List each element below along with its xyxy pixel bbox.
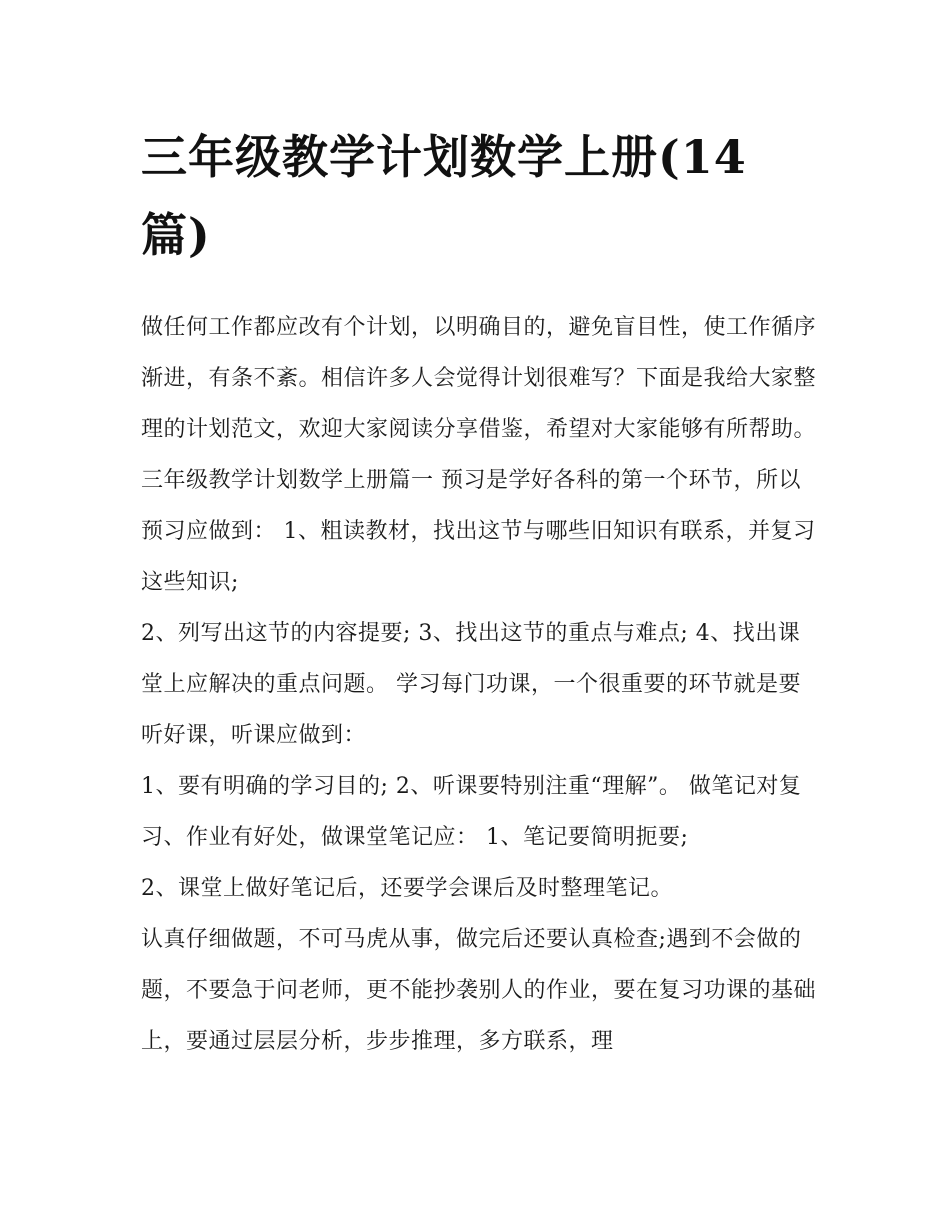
body-paragraph: 1、要有明确的学习目的; 2、听课要特别注重“理解”。 做笔记对复习、作业有好处，做课堂笔记应： 1、笔记要简明扼要; <box>141 774 802 850</box>
document-page <box>141 118 816 1067</box>
body-paragraph: 三年级教学计划数学上册篇一 预习是学好各科的第一个环节，所以预习应做到： 1、粗读教材，找出这节与哪些旧知识有联系，并复习这些知识; <box>141 468 816 595</box>
document-title: 三年级教学计划数学上册(14篇) <box>141 130 747 262</box>
intro-paragraph: 做任何工作都应改有个计划，以明确目的，避免盲目性，使工作循序渐进，有条不紊。相信许多人会觉得计划很难写？下面是我给大家整理的计划范文，欢迎大家阅读分享借鉴，希望对大家能够有所帮助。 <box>141 315 817 442</box>
document-body <box>141 302 816 1067</box>
body-paragraph: 2、课堂上做好笔记后，还要学会课后及时整理笔记。 <box>141 876 673 901</box>
body-paragraph: 2、列写出这节的内容提要; 3、找出这节的重点与难点; 4、找出课堂上应解决的重点问题。 学习每门功课，一个很重要的环节就是要听好课，听课应做到： <box>141 621 801 748</box>
body-paragraph: 认真仔细做题，不可马虎从事，做完后还要认真检查;遇到不会做的题，不要急于问老师，更不能抄袭别人的作业，要在复习功课的基础上，要通过层层分析，步步推理，多方联系，理 <box>141 927 817 1054</box>
